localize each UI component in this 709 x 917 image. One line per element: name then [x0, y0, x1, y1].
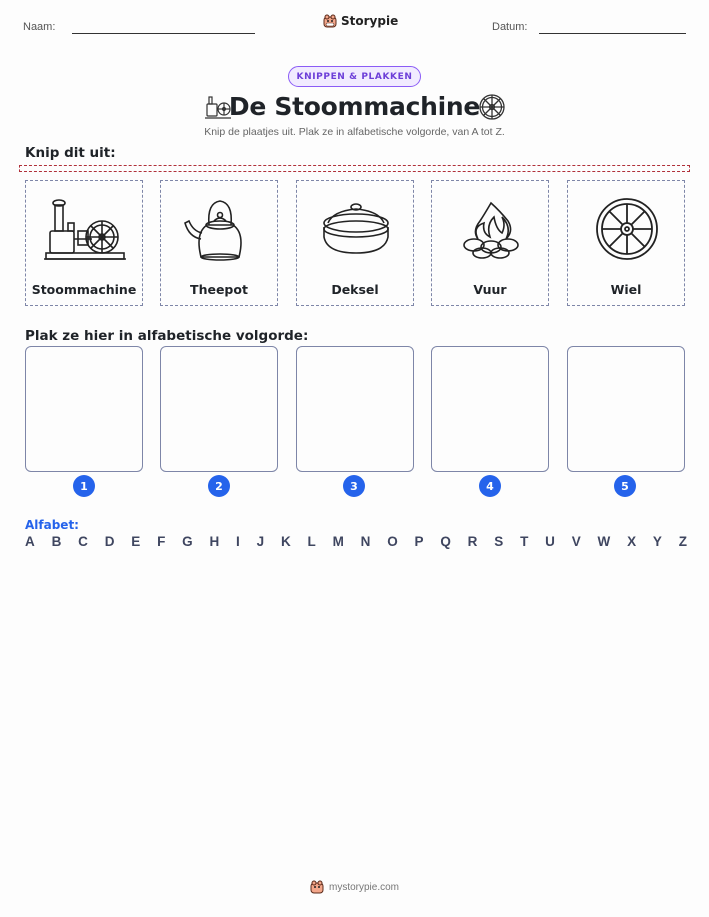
paste-slot-4[interactable]: [431, 346, 549, 472]
paste-slot-3[interactable]: [296, 346, 414, 472]
card-label: Wiel: [610, 282, 642, 297]
slot-number: 3: [343, 475, 365, 497]
alphabet-heading: Alfabet:: [25, 518, 79, 532]
paste-slot-5[interactable]: [567, 346, 685, 472]
alphabet-letter: E: [131, 534, 141, 549]
instructions: Knip de plaatjes uit. Plak ze in alfabetische volgorde, van A tot Z.: [204, 126, 505, 138]
cut-heading: Knip dit uit:: [25, 145, 116, 161]
alphabet-row: [25, 534, 687, 549]
slot-number: 1: [73, 475, 95, 497]
footer: [0, 880, 709, 894]
pot-lid-icon: [311, 187, 401, 277]
alphabet-letter: J: [256, 534, 265, 549]
date-line: [539, 33, 686, 34]
teapot-icon: [175, 187, 265, 277]
paste-slot-2[interactable]: [160, 346, 278, 472]
alphabet-letter: O: [387, 534, 398, 549]
wheel-icon: [582, 187, 672, 277]
card-wiel[interactable]: [567, 180, 685, 306]
alphabet-letter: R: [467, 534, 478, 549]
paste-slot-1[interactable]: [25, 346, 143, 472]
steam-engine-icon: [40, 187, 130, 277]
storypie-footer-logo-icon: [310, 880, 324, 894]
alphabet-letter: M: [332, 534, 344, 549]
paste-heading: Plak ze hier in alfabetische volgorde:: [25, 328, 309, 344]
card-label: Theepot: [190, 282, 248, 297]
slot-number: 4: [479, 475, 501, 497]
storypie-logo-icon: [323, 14, 337, 28]
card-label: Stoommachine: [31, 282, 137, 297]
wheel-title-icon: [477, 92, 507, 122]
name-label: Naam:: [23, 21, 56, 33]
alphabet-letter: Z: [678, 534, 687, 549]
page-title: De Stoommachine: [228, 92, 481, 121]
card-deksel[interactable]: [296, 180, 414, 306]
slot-number: 2: [208, 475, 230, 497]
alphabet-letter: V: [571, 534, 581, 549]
alphabet-letter: P: [414, 534, 424, 549]
alphabet-letter: Y: [652, 534, 662, 549]
card-theepot[interactable]: [160, 180, 278, 306]
brand-name: Storypie: [341, 14, 399, 28]
footer-url[interactable]: mystorypie.com: [328, 881, 399, 893]
alphabet-letter: B: [51, 534, 62, 549]
card-stoommachine[interactable]: [25, 180, 143, 306]
card-label: Deksel: [331, 282, 379, 297]
fire-icon: [446, 187, 536, 277]
alphabet-letter: S: [494, 534, 504, 549]
alphabet-letter: C: [78, 534, 88, 549]
name-line: [72, 33, 255, 34]
alphabet-letter: T: [520, 534, 529, 549]
alphabet-letter: N: [360, 534, 371, 549]
alphabet-letter: Q: [440, 534, 451, 549]
alphabet-letter: L: [307, 534, 316, 549]
slot-number: 5: [614, 475, 636, 497]
alphabet-letter: G: [182, 534, 193, 549]
card-vuur[interactable]: [431, 180, 549, 306]
alphabet-letter: X: [627, 534, 637, 549]
alphabet-letter: H: [209, 534, 220, 549]
activity-badge: KNIPPEN & PLAKKEN: [288, 66, 421, 87]
alphabet-letter: D: [104, 534, 115, 549]
cut-line: [19, 165, 690, 172]
alphabet-letter: F: [157, 534, 166, 549]
date-label: Datum:: [492, 21, 528, 33]
alphabet-letter: W: [597, 534, 611, 549]
alphabet-letter: K: [280, 534, 291, 549]
alphabet-letter: U: [545, 534, 555, 549]
header-brand: [323, 14, 398, 28]
alphabet-letter: A: [25, 534, 35, 549]
alphabet-letter: I: [236, 534, 240, 549]
card-label: Vuur: [473, 282, 507, 297]
